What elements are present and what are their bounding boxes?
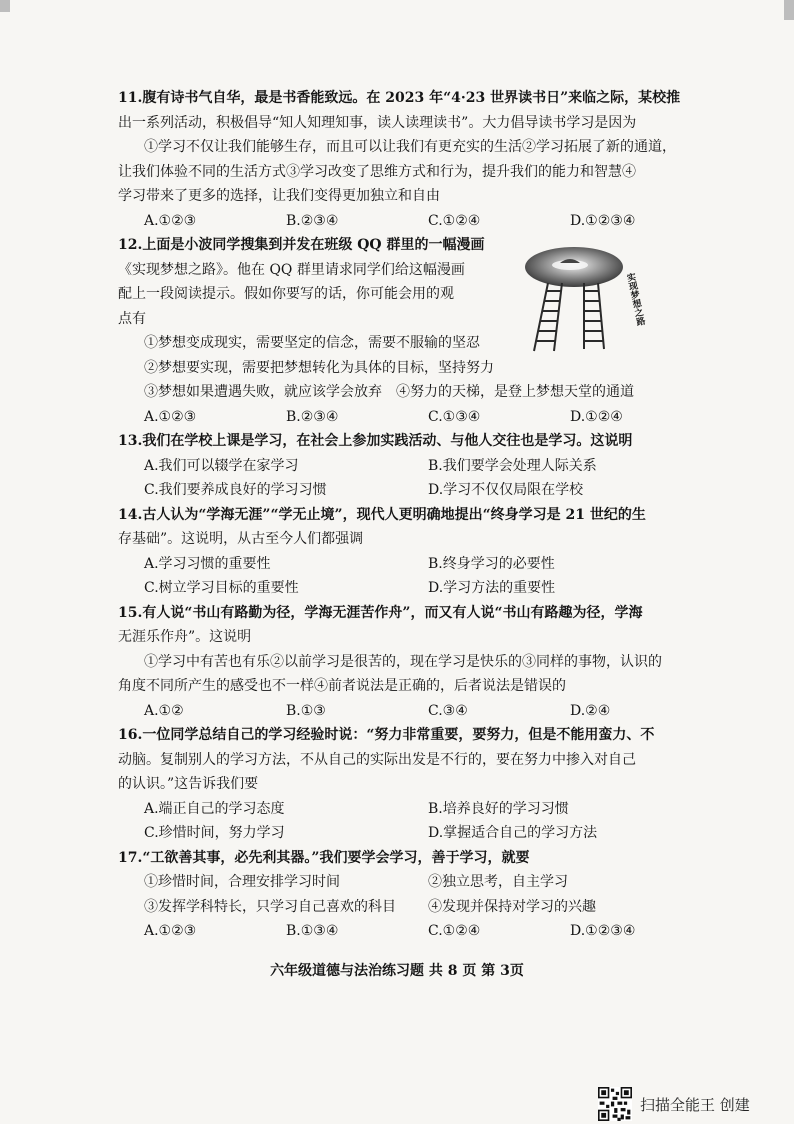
option-d[interactable]: D.①②③④ (570, 923, 636, 939)
question-number: 12. (118, 237, 143, 253)
cartoon-caption: 实现梦想之路 (624, 271, 646, 327)
options-row (118, 552, 708, 577)
option-c[interactable]: C.③④ (428, 702, 468, 719)
question-text-line: 15.有人说“书山有路勤为径，学海无涯苦作舟”，而又有人说“书山有路趣为径，学海 (118, 601, 708, 626)
question-text-line: 《实现梦想之路》。他在 QQ 群里请求同学们给这幅漫画 (118, 261, 465, 278)
question-number: 13. (118, 433, 143, 449)
option-d[interactable]: D.掌握适合自己的学习方法 (428, 825, 598, 841)
option-d[interactable]: D.①②③④ (570, 212, 636, 229)
statement: ①梦想变成现实，需要坚定的信念，需要不服输的坚忍 (144, 335, 480, 351)
ladder-right-icon (584, 283, 604, 349)
option-c[interactable]: C.①②④ (428, 923, 481, 939)
question-text-line: ①学习不仅让我们能够生存，而且可以让我们有更充实的生活②学习拓展了新的通道， (144, 139, 676, 155)
option-a[interactable]: A.①②③ (144, 212, 197, 229)
option-d[interactable]: D.学习不仅仅局限在学校 (428, 482, 584, 498)
question-text-line: 12.上面是小波同学搜集到并发在班级 QQ 群里的一幅漫画 (118, 233, 513, 258)
option-a[interactable]: A.①②③ (144, 923, 197, 939)
question-number: 16. (118, 727, 143, 743)
statement: ②梦想要实现，需要把梦想转化为具体的目标，坚持努力 (144, 359, 494, 376)
question-text-line: 17.“工欲善其事，必先利其器。”我们要学会学习，善于学习，就要 (118, 846, 708, 871)
question-14 (118, 503, 708, 601)
option-b[interactable]: B.②③④ (286, 408, 339, 425)
question-text-line: 角度不同所产生的感受也不一样④前者说法是正确的，后者说法是错误的 (118, 678, 566, 694)
option-d[interactable]: D.②④ (570, 702, 611, 719)
question-text-line: 让我们体验不同的生活方式③学习改变了思维方式和行为，提升我们的能力和智慧④ (118, 163, 636, 180)
question-text-line: 存基础”。这说明，从古至今人们都强调 (118, 531, 364, 547)
question-text-line: 动脑。复制别人的学习方法，不从自己的实际出发是不行的，要在努力中掺入对自己 (118, 751, 636, 768)
question-text-line: 的认识。”这告诉我们要 (118, 776, 259, 792)
question-number: 11. (118, 90, 143, 106)
options-row (118, 821, 708, 846)
option-a[interactable]: A.端正自己的学习态度 (144, 800, 285, 817)
option-b[interactable]: B.我们要学会处理人际关系 (428, 457, 597, 474)
scan-edge-mark (0, 0, 10, 12)
question-text-line: 学习带来了更多的选择，让我们变得更加独立和自由 (118, 188, 440, 204)
question-text-line: 11.腹有诗书气自华，最是书香能致远。在 2023 年“4·23 世界读书日”来临之际，某校推 (118, 86, 708, 111)
question-text-line: 13.我们在学校上课是学习，在社会上参加实践活动、与他人交往也是学习。这说明 (118, 429, 708, 454)
option-a[interactable]: A.我们可以辍学在家学习 (144, 457, 299, 474)
question-16 (118, 723, 708, 846)
scanner-watermark (598, 1086, 750, 1122)
option-c[interactable]: C.树立学习目标的重要性 (144, 580, 299, 596)
options-row (118, 478, 708, 503)
question-number: 17. (118, 849, 143, 866)
option-c[interactable]: C.我们要养成良好的学习习惯 (144, 482, 327, 498)
page-footer: 六年级道德与法治练习题 共 8 页 第 3页 (270, 963, 524, 979)
option-b[interactable]: B.培养良好的学习习惯 (428, 800, 569, 817)
question-text-line: 配上一段阅读提示。假如你要写的话，你可能会用的观 (118, 286, 454, 302)
options-row (118, 699, 708, 724)
question-text-line: 14.古人认为“学海无涯”“学无止境”，现代人更明确地提出“终身学习是 21 世纪的生 (118, 503, 708, 528)
options-row (118, 576, 708, 601)
question-text-line: 无涯乐作舟”。这说明 (118, 629, 252, 645)
option-b[interactable]: B.②③④ (286, 212, 339, 229)
statement: ②独立思考，自主学习 (428, 874, 568, 890)
option-c[interactable]: C.①③④ (428, 408, 481, 425)
scanner-brand-text: 扫描全能王 创建 (640, 1095, 750, 1114)
option-b[interactable]: B.①③④ (286, 923, 339, 939)
question-15 (118, 601, 708, 724)
option-c[interactable]: C.珍惜时间，努力学习 (144, 825, 285, 841)
question-text-line: ①学习中有苦也有乐②以前学习是很苦的，现在学习是快乐的③同样的事物，认识的 (144, 653, 662, 670)
questions-area (118, 86, 708, 944)
option-d[interactable]: D.学习方法的重要性 (428, 580, 556, 596)
statements-row (118, 870, 708, 895)
statements-row (118, 895, 708, 920)
question-13 (118, 429, 708, 503)
question-text-line: 出一系列活动，积极倡导“知人知理知事，读人读理读书”。大力倡导读书学习是因为 (118, 114, 637, 131)
options-row (118, 454, 708, 479)
statement: ③发挥学科特长，只学习自己喜欢的科目 (144, 898, 396, 915)
option-c[interactable]: C.①②④ (428, 212, 481, 229)
dream-road-cartoon (524, 243, 646, 355)
options-row (118, 919, 708, 944)
statement: ④发现并保持对学习的兴趣 (428, 898, 596, 915)
ladder-left-icon (534, 283, 562, 351)
option-d[interactable]: D.①②④ (570, 408, 623, 425)
statement: ①珍惜时间，合理安排学习时间 (144, 874, 340, 890)
option-a[interactable]: A.①②③ (144, 408, 197, 425)
options-row (118, 209, 708, 234)
option-b[interactable]: B.①③ (286, 702, 326, 719)
qr-code-icon (598, 1087, 632, 1121)
question-text-line: 点有 (118, 310, 146, 327)
option-b[interactable]: B.终身学习的必要性 (428, 555, 555, 572)
options-row (118, 797, 708, 822)
question-text-line: 16.一位同学总结自己的学习经验时说：“努力非常重要，要努力，但是不能用蛮力、不 (118, 723, 708, 748)
question-number: 15. (118, 604, 143, 621)
option-a[interactable]: A.学习习惯的重要性 (144, 555, 271, 572)
question-number: 14. (118, 506, 143, 523)
options-row (118, 405, 708, 430)
question-11 (118, 86, 708, 233)
statement: ③梦想如果遭遇失败，就应该学会放弃 ④努力的天梯，是登上梦想天堂的通道 (144, 384, 634, 400)
scan-edge-mark (784, 0, 794, 20)
question-17 (118, 846, 708, 944)
option-a[interactable]: A.①② (144, 702, 184, 719)
